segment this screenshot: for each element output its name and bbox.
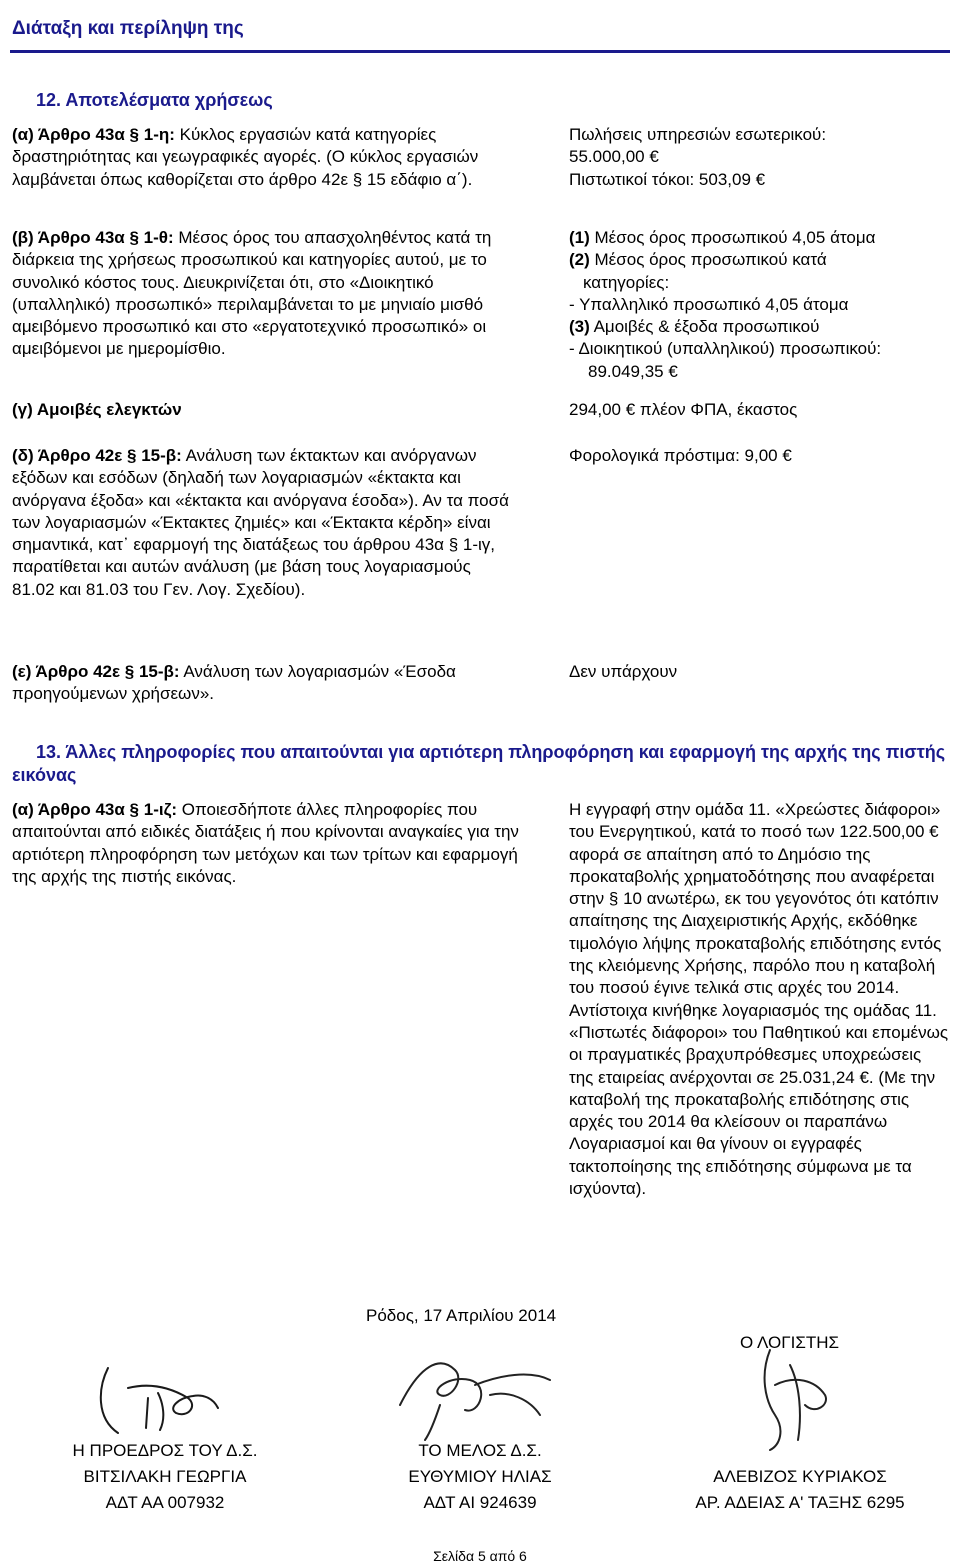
sec12-b-text: Μέσος όρος του απασχοληθέντος κατά τη διάρκεια της χρήσεως προσωπικού και κατηγορίες αυτού, με το συνολικό κόστος τους. Διευκρινίζεται ότι, στο «Διοικητικό (υπαλληλικό) προσωπικό» περιλαμβάνεται το με μηνιαίο μισθό αμειβόμενο προσωπικό και στο «εργατοτεχνικό προσωπικό» οι αμειβόμενοι με ημερομίσθιο. (12, 228, 492, 359)
sec12-c-left (12, 399, 532, 421)
document-header-title: Διάταξη και περίληψη της (12, 18, 244, 39)
signatory-id: ΑΔΤ ΑΙ 924639 (423, 1493, 537, 1512)
page-number: Σελίδα 5 από 6 (433, 1548, 527, 1564)
sec13-a-right: Η εγγραφή στην ομάδα 11. «Χρεώστες διάφοροι» του Ενεργητικού, κατά το ποσό των 122.500,00 € αφορά σε απαίτηση από το Δημόσιο της προκαταβολής χρηματοδότησης που αναφέρεται στην § 10 ανωτέρω, εκ του γεγονότος ότι κατόπιν απαίτησης της Διαχειριστικής Αρχής, εκδόθηκε τιμολόγιο λήψης προκαταβολής επιδότησης εντός της κλειόμενης Χρήσης, παρόλο που η καταβολή του ποσού έγινε τελικά στις αρχές του 2014. Αντίστοιχα κινήθηκε λογαριασμός της ομάδας 11. «Πιστωτές διάφοροι» του Παθητικού και επομένως οι πραγματικές βραχυπρόθεσμες υποχρεώσεις της εταιρείας ανέρχονται σε 25.031,24 €. (Με την καταβολή της προκαταβολής επιδότησης στις αρχές του 2014 θα κλείσουν οι παραπάνω Λογαριασμοί και θα γίνουν οι εγγραφές τακτοποίησης της επιδότησης σύμφωνα με τα ισχύοντα). (569, 800, 949, 1199)
sec12-e-left (12, 661, 502, 706)
member-signature-icon (380, 1345, 570, 1445)
place-date: Ρόδος, 17 Απριλίου 2014 (366, 1306, 557, 1325)
sec12-a-right-line: Πιστωτικοί τόκοι: 503,09 € (569, 169, 766, 189)
staff-line: (1) Μέσος όρος προσωπικού 4,05 άτομα (569, 228, 876, 247)
sec12-a-right (569, 124, 949, 191)
section-12-title: 12. Αποτελέσματα χρήσεως (36, 90, 273, 110)
staff-line: - Διοικητικού (υπαλληλικού) προσωπικού: (569, 339, 882, 359)
sec12-e-label: (ε) Άρθρο 42ε § 15-β: (12, 662, 180, 681)
section-13-title: 13. Άλλες πληροφορίες που απαιτούνται για αρτιότερη πληροφόρηση και εφαρμογή της αρχής της πιστής εικόνας (12, 742, 946, 785)
signatory-president (40, 1438, 290, 1516)
sec12-d-text: Ανάλυση των έκτακτων και ανόργανων εξόδων και εσόδων (δηλαδή των λογαριασμών «έκτακτα και ανόργανα έξοδα» και «έκτακτα και ανόργανα έσοδα»). Αν τα ποσά των λογαριασμών «Έκτακτες ζημιές» και «Έκτακτα κέρδη» είναι σημαντικά, κατ᾽ εφαρμογή της διατάξεως του άρθρου 43α § 1-ιγ, παρατίθεται και αυτών ανάλυση (με βάση τους λογαριασμούς 81.02 και 81.03 του Γεν. Λογ. Σχεδίου). (12, 446, 509, 599)
sec12-e-text: Ανάλυση των λογαριασμών «Έσοδα προηγούμενων χρήσεων». (12, 662, 456, 704)
sec12-b-left (12, 227, 512, 361)
sec12-d-right: Φορολογικά πρόστιμα: 9,00 € (569, 446, 792, 465)
signatory-id: ΑΡ. ΑΔΕΙΑΣ Α' ΤΑΞΗΣ 6295 (695, 1493, 905, 1512)
staff-line: (2) Μέσος όρος προσωπικού κατά (569, 250, 827, 270)
sec12-b-right (569, 227, 949, 383)
staff-line: (3) Αμοιβές & έξοδα προσωπικού (569, 317, 820, 337)
signatory-role: Η ΠΡΟΕΔΡΟΣ ΤΟΥ Δ.Σ. (72, 1441, 258, 1460)
signatory-name: ΑΛΕΒΙΖΟΣ ΚΥΡΙΑΚΟΣ (713, 1467, 887, 1486)
sec12-a-label: (α) Άρθρο 43α § 1-η: (12, 125, 175, 144)
sec12-d-label: (δ) Άρθρο 42ε § 15-β: (12, 446, 182, 465)
signatory-member (355, 1438, 605, 1516)
signatory-name: ΕΥΘΥΜΙΟΥ ΗΛΙΑΣ (408, 1467, 552, 1486)
accountant-signature-icon (730, 1345, 850, 1455)
sec12-a-right-line: 55.000,00 € (569, 147, 659, 167)
sec12-c-label: (γ) Αμοιβές ελεγκτών (12, 400, 182, 419)
header-divider (10, 50, 950, 53)
president-signature-icon (88, 1358, 228, 1448)
sec12-a-right-line: Πωλήσεις υπηρεσιών εσωτερικού: (569, 125, 827, 144)
staff-line: κατηγορίες: (583, 272, 670, 292)
sec12-a-left (12, 124, 534, 191)
sec12-e-right: Δεν υπάρχουν (569, 662, 678, 681)
signatory-accountant (660, 1464, 940, 1516)
sec13-a-text: Οποιεσδήποτε άλλες πληροφορίες που απαιτούνται από ειδικές διατάξεις ή που κρίνονται αναγκαίες για την αρτιότερη πληροφόρηση των μετόχων και των τρίτων και εφαρμογή της αρχής της πιστής εικόνας. (12, 800, 519, 886)
staff-line: - Υπαλληλικό προσωπικό 4,05 άτομα (569, 294, 849, 314)
signatory-id: ΑΔΤ ΑΑ 007932 (105, 1493, 225, 1512)
sec12-b-label: (β) Άρθρο 43α § 1-θ: (12, 228, 174, 247)
staff-line: 89.049,35 € (588, 361, 678, 381)
sec12-d-left (12, 445, 514, 601)
accountant-heading: Ο ΛΟΓΙΣΤΗΣ (740, 1333, 839, 1352)
sec12-c-right: 294,00 € πλέον ΦΠΑ, έκαστος (569, 400, 798, 419)
sec12-a-text: Κύκλος εργασιών κατά κατηγορίες δραστηριότητας και γεωγραφικές αγορές. (Ο κύκλος εργασιών λαμβάνεται όπως καθορίζεται στο άρθρο 42ε § 15 εδάφιο α΄). (12, 125, 479, 189)
signatory-name: ΒΙΤΣΙΛΑΚΗ ΓΕΩΡΓΙΑ (83, 1467, 247, 1486)
sec13-a-label: (α) Άρθρο 43α § 1-ιζ: (12, 800, 178, 819)
sec13-a-left (12, 799, 534, 888)
signatory-role: ΤΟ ΜΕΛΟΣ Δ.Σ. (418, 1441, 542, 1460)
